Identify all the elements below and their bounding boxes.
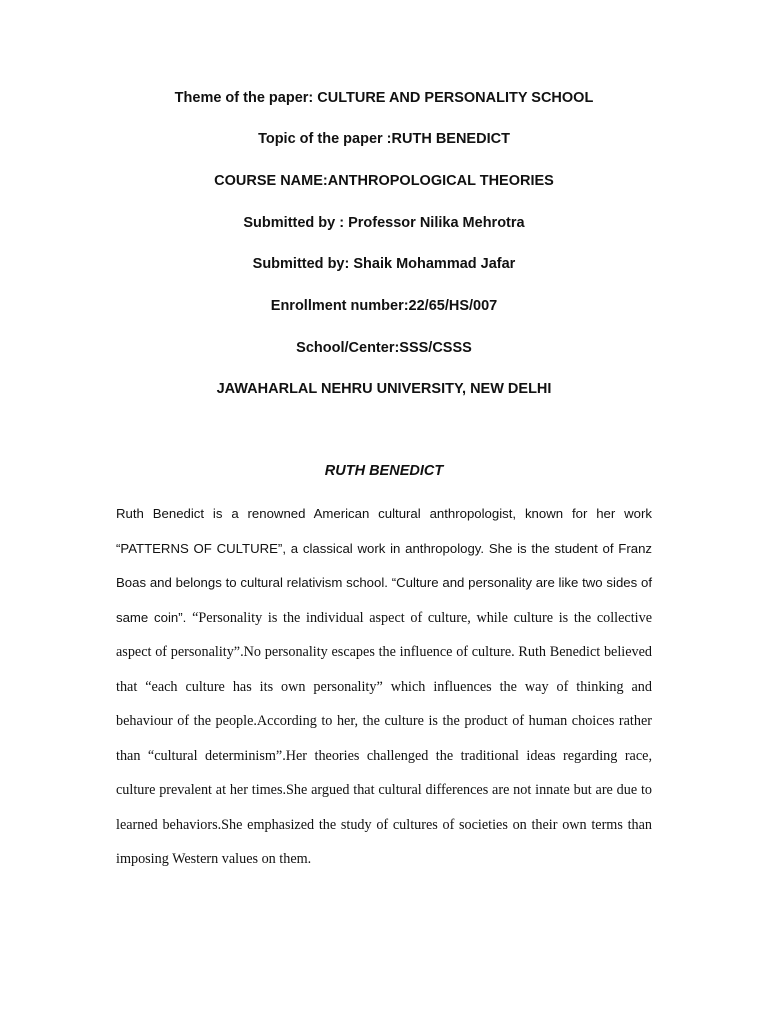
university-name: JAWAHARLAL NEHRU UNIVERSITY, NEW DELHI xyxy=(216,381,552,397)
paper-topic: Topic of the paper :RUTH BENEDICT xyxy=(258,131,510,147)
enrollment-number: Enrollment number:22/65/HS/007 xyxy=(270,298,498,314)
body-paragraph xyxy=(116,497,652,877)
section-heading: RUTH BENEDICT xyxy=(324,463,444,479)
submitted-to: Submitted by : Professor Nilika Mehrotra xyxy=(243,215,525,231)
paragraph-sans-part: Ruth Benedict is a renowned American cultural anthropologist, known for her work “PATTERNS OF CULTURE”, a classical work in anthropology. She is the student of Franz Boas and belongs to cultural relativism school. “Culture and personality are like two sides of same coin”. xyxy=(116,506,652,625)
paper-theme: Theme of the paper: CULTURE AND PERSONALITY SCHOOL xyxy=(174,90,594,106)
school-center: School/Center:SSS/CSSS xyxy=(296,340,472,356)
paragraph-serif-part: “Personality is the individual aspect of culture, while culture is the collective aspect of personality”.No personality escapes the influence of culture. Ruth Benedict believed that “each culture has its own personality” which influences the way of thinking and behaviour of the people.According to her, the culture is the product of human choices rather than “cultural determinism”.Her theories challenged the traditional ideas regarding race, culture prevalent at her times.She argued that cultural differences are not innate but are due to learned behaviors.She emphasized the study of cultures of societies on their own terms than imposing Western values on them. xyxy=(116,609,652,867)
submitted-by: Submitted by: Shaik Mohammad Jafar xyxy=(252,256,516,272)
course-name: COURSE NAME:ANTHROPOLOGICAL THEORIES xyxy=(214,173,554,189)
